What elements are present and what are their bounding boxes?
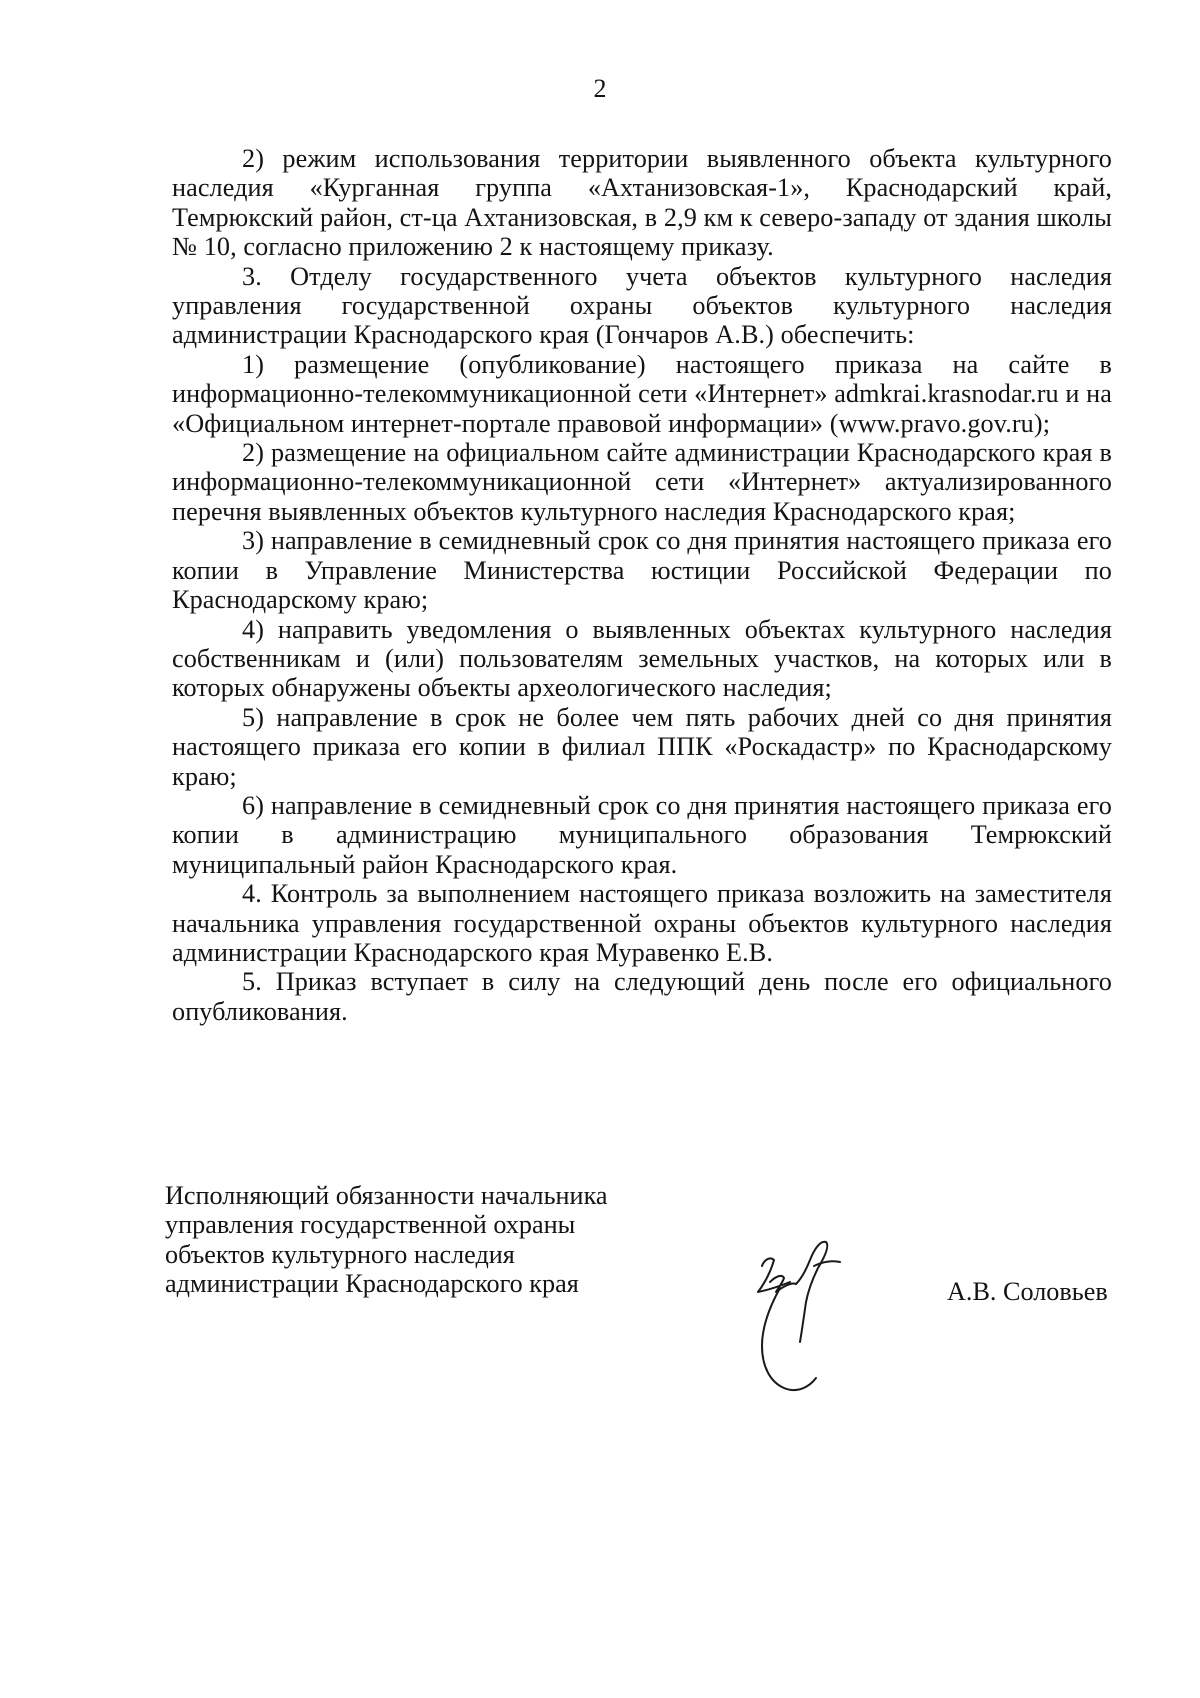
paragraph-subitem-3-ministry-justice: 3) направление в семидневный срок со дня принятия настоящего приказа его копии в Управление Министерства юстиции Российской Федерации по Краснодарскому краю; [172,526,1112,615]
paragraph-item-3-department: 3. Отделу государственного учета объектов культурного наследия управления государственной охраны объектов культурного наследия администрации Краснодарского края (Гончаров А.В.) обеспечить: [172,261,1112,350]
document-body [172,144,1112,1026]
paragraph-item-2-regime: 2) режим использования территории выявленного объекта культурного наследия «Курганная группа «Ахтанизовская-1», Краснодарский край, Темрюкский район, ст-ца Ахтанизовская, в 2,9 км к северо-западу от здания школы № 10, согласно приложению 2 к настоящему приказу. [172,144,1112,262]
paragraph-subitem-1-publication: 1) размещение (опубликование) настоящего приказа на сайте в информационно-телекоммуникационной сети «Интернет» admkrai.krasnodar.ru и на «Официальном интернет-портале правовой информации» (www.pravo.gov.ru); [172,349,1112,438]
signatory-name: А.В. Соловьев [947,1277,1108,1306]
paragraph-subitem-4-notifications: 4) направить уведомления о выявленных объектах культурного наследия собственникам и (или) пользователям земельных участков, на которых или в которых обнаружены объекты археологического наследия; [172,614,1112,703]
paragraph-item-4-control: 4. Контроль за выполнением настоящего приказа возложить на заместителя начальника управления государственной охраны объектов культурного наследия администрации Краснодарского края Муравенко Е.В. [172,879,1112,967]
paragraph-subitem-5-roskadastr: 5) направление в срок не более чем пять рабочих дней со дня принятия настоящего приказа его копии в филиал ППК «Роскадастр» по Краснодарскому краю; [172,702,1112,791]
handwritten-signature [740,1230,860,1405]
paragraph-subitem-2-website: 2) размещение на официальном сайте администрации Краснодарского края в информационно-телекоммуникационной сети «Интернет» актуализированного перечня выявленных объектов культурного наследия Краснодарского края; [172,438,1112,526]
paragraph-item-5-effect: 5. Приказ вступает в силу на следующий день после его официального опубликования. [172,967,1112,1026]
page-number: 2 [593,74,607,103]
signatory-position-line: объектов культурного наследия [165,1239,515,1269]
signatory-position-line: управления государственной охраны [165,1210,576,1240]
signatory-position-line: Исполняющий обязанности начальника [165,1181,608,1210]
signatory-position-line: администрации Краснодарского края [165,1269,579,1299]
signatory-position [165,1181,685,1299]
paragraph-subitem-6-municipal: 6) направление в семидневный срок со дня принятия настоящего приказа его копии в администрацию муниципального образования Темрюкский муниципальный район Краснодарского края. [172,790,1112,879]
